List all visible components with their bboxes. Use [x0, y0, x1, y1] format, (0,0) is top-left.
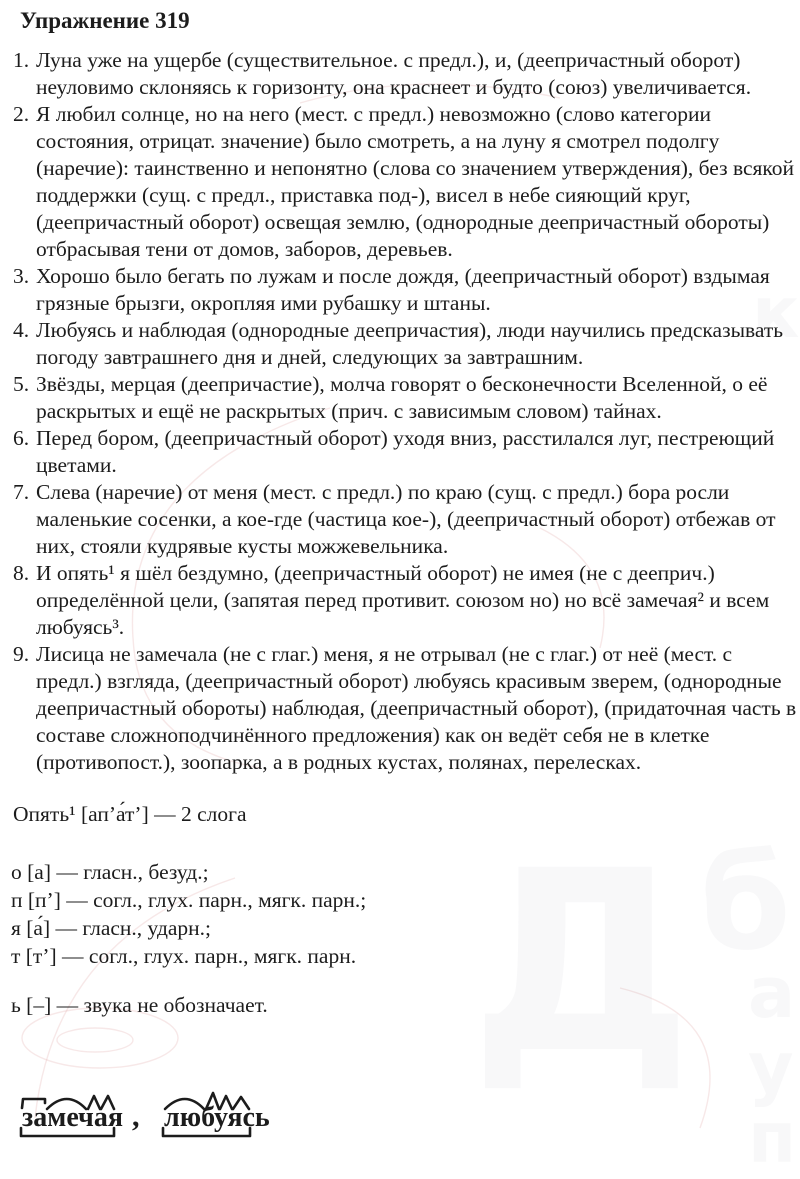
item-text: И опять¹ я шёл бездумно, (деепричастный оборот) не имея (не с дееприч.) определённой цели, (запятая перед противит. союзом но) но всё замечая² и всем любуясь³.	[36, 561, 770, 639]
sentence-item	[0, 560, 800, 641]
sentence-item	[0, 317, 800, 371]
item-number: 8.	[13, 561, 30, 585]
sentence-item	[0, 263, 800, 317]
sentence-item	[0, 47, 800, 101]
page-title: Упражнение 319	[20, 8, 190, 33]
phonetic-line: т [т’] — согл., глух. парн., мягк. парн.	[11, 944, 357, 968]
watermark-letter: б	[700, 827, 791, 979]
item-number: 1.	[13, 48, 30, 72]
watermark-letter: у	[748, 1027, 794, 1109]
phonetic-line: п [п’] — согл., глух. парн., мягк. парн.;	[11, 888, 367, 912]
sentence-item	[0, 479, 800, 560]
morpheme-word-text: замечая	[22, 1102, 123, 1133]
watermark-letter: к	[752, 272, 800, 354]
item-text: Любуясь и наблюдая (однородные деепричастия), люди научились предсказывать погоду завтрашнего дня и дней, следующих за завтрашним.	[36, 318, 784, 369]
watermark-letter: Д	[470, 817, 693, 1108]
comma-separator: ,	[132, 1100, 140, 1133]
item-number: 4.	[13, 318, 30, 342]
item-number: 3.	[13, 264, 30, 288]
phonetic-line: я [а́] — гласн., ударн.;	[11, 916, 212, 940]
sentence-item	[0, 101, 800, 263]
item-text: Луна уже на ущербе (существительное. с предл.), и, (деепричастный оборот) неуловимо склоняясь к горизонту, она краснеет и будто (союз) увеличивается.	[36, 48, 752, 99]
morpheme-word-text: любуясь	[163, 1102, 270, 1133]
phonetic-analysis	[11, 858, 800, 970]
item-text: Я любил солнце, но на него (мест. с предл.) невозможно (слово категории состояния, отрицат. значение) было смотреть, а на луну я смотрел подолгу (наречие): таинственно и непонятно (слова со значением утверждения), без всякой поддержки (сущ. с предл., приставка под-), висел в небе сияющий круг, (деепричастный оборот) освещая землю, (однородные деепричастный обороты) отбрасывая тени от домов, заборов, деревьев.	[36, 102, 795, 261]
item-text: Перед бором, (деепричастный оборот) уходя вниз, расстилался луг, пестреющий цветами.	[36, 426, 775, 477]
item-text: Лисица не замечала (не с глаг.) меня, я не отрывал (не с глаг.) от неё (мест. с предл.) взгляда, (деепричастный оборот) любуясь красивым зверем, (однородные деепричастный обороты) наблюдая, (деепричастный оборот), (придаточная часть в составе сложноподчинённого предложения) как он ведёт себя не в клетке (противопост.), зоопарка, а в родных кустах, полянах, перелесках.	[36, 642, 797, 774]
item-text: Слева (наречие) от меня (мест. с предл.) по краю (сущ. с предл.) бора росли маленькие сосенки, а кое-где (частица кое-), (деепричастный оборот) отбежав от них, стояли кудрявые кусты можжевельника.	[36, 480, 776, 558]
item-text: Хорошо было бегать по лужам и после дождя, (деепричастный оборот) вздымая грязные брызги, окропляя ими рубашку и штаны.	[36, 264, 770, 315]
phonetic-line: о [а] — гласн., безуд.;	[11, 860, 209, 884]
item-number: 5.	[13, 372, 30, 396]
item-number: 9.	[13, 642, 30, 666]
exercise-page	[0, 8, 800, 1142]
watermark-letter: п	[748, 1097, 797, 1179]
item-number: 7.	[13, 480, 30, 504]
sentence-item	[0, 641, 800, 776]
phonetic-heading: Опять¹ [ап’а́т’] — 2 слога	[13, 802, 247, 826]
sentence-list	[0, 47, 800, 776]
item-number: 2.	[13, 102, 30, 126]
watermark-letter: а	[748, 952, 796, 1034]
item-text: Звёзды, мерцая (деепричастие), молча говорят о бесконечности Вселенной, о её раскрытых и ещё не раскрытых (прич. с зависимым словом) тайнах.	[36, 372, 768, 423]
item-number: 6.	[13, 426, 30, 450]
sentence-item	[0, 425, 800, 479]
phonetic-note: ь [–] — звука не обозначает.	[11, 993, 268, 1017]
sentence-item	[0, 371, 800, 425]
